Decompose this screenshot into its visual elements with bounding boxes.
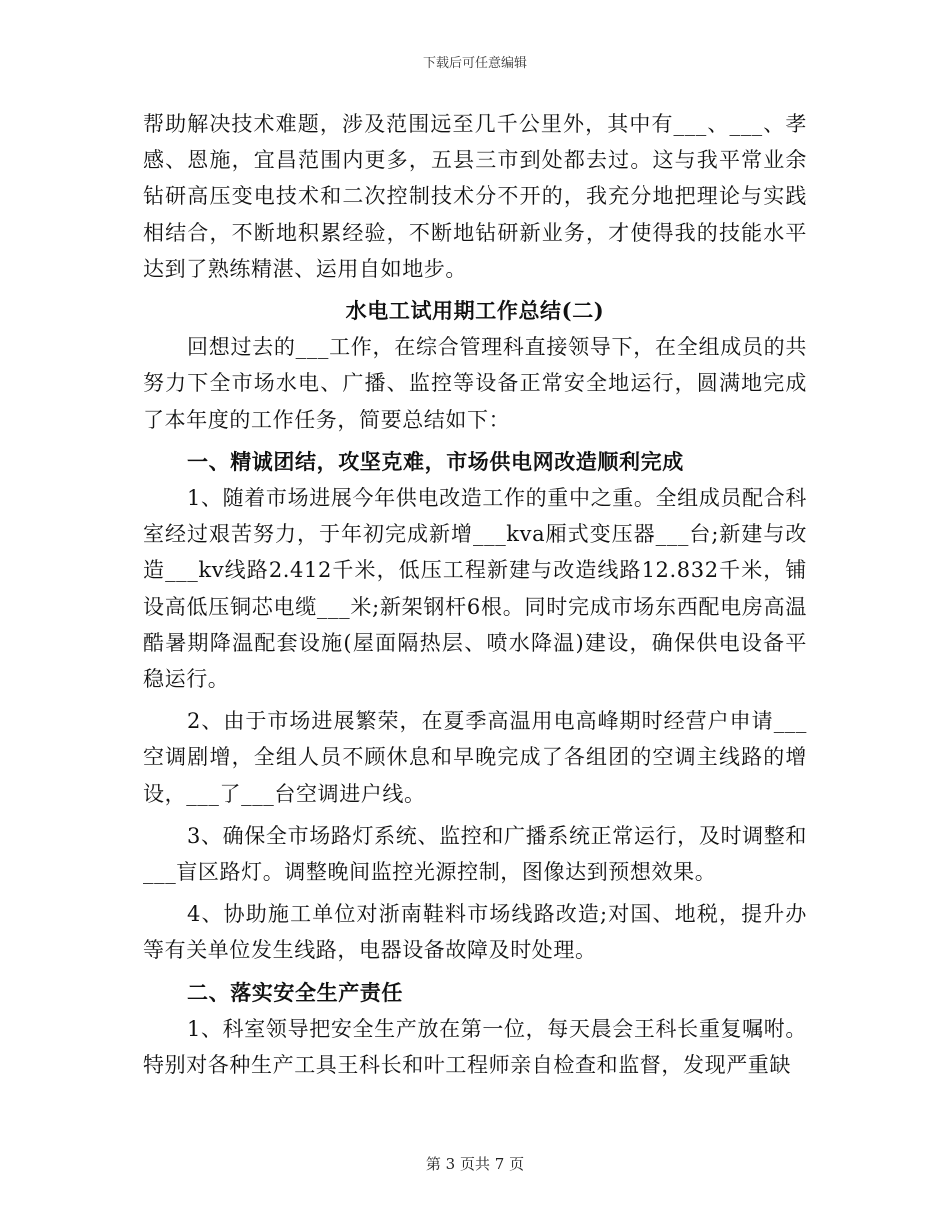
paragraph-item-1-2: 2、由于市场进展繁荣，在夏季高温用电高峰期时经营户申请___空调剧增，全组人员不顾休息和早晚完成了各组团的空调主线路的增设，___了___台空调进户线。 <box>143 709 807 806</box>
page-header: 下载后可任意编辑 <box>422 56 527 71</box>
heading-section-2: 二、落实安全生产责任 <box>187 979 403 1005</box>
paragraph-item-1-4: 4、协助施工单位对浙南鞋料市场线路改造;对国、地税，提升办等有关单位发生线路，电器设备故障及时处理。 <box>143 902 807 963</box>
paragraph-item-1-1: 1、随着市场进展今年供电改造工作的重中之重。全组成员配合科室经过艰苦努力，于年初完成新增___kva厢式变压器___台;新建与改造___kv线路2.412千米，低压工程新建与改造线路12.832千米，铺设高低压铜芯电缆___米;新架钢杆6根。同时完成市场东西配电房高温酷暑期降温配套设施(屋面隔热层、喷水降温)建设，确保供电设备平稳运行。 <box>143 486 807 692</box>
paragraph-summary: 回想过去的___工作，在综合管理科直接领导下，在全组成员的共努力下全市场水电、广播、监控等设备正常安全地运行，圆满地完成了本年度的工作任务，简要总结如下： <box>143 335 807 432</box>
document-body <box>143 106 807 1083</box>
section-title: 水电工试用期工作总结(二) <box>345 298 605 324</box>
heading-section-1: 一、精诚团结，攻坚克难，市场供电网改造顺利完成 <box>187 448 684 474</box>
paragraph-intro: 帮助解决技术难题，涉及范围远至几千公里外，其中有___、___、孝感、恩施，宜昌范围内更多，五县三市到处都去过。这与我平常业余钻研高压变电技术和二次控制技术分不开的，我充分地把理论与实践相结合，不断地积累经验，不断地钻研新业务，才使得我的技能水平达到了熟练精湛、运用自如地步。 <box>143 112 807 281</box>
paragraph-item-1-3: 3、确保全市场路灯系统、监控和广播系统正常运行，及时调整和___盲区路灯。调整晚间监控光源控制，图像达到预想效果。 <box>143 823 807 885</box>
page-footer: 第 3 页共 7 页 <box>425 1155 525 1173</box>
paragraph-item-2-1: 1、科室领导把安全生产放在第一位，每天晨会王科长重复嘱咐。特别对各种生产工具王科长和叶工程师亲自检查和监督，发现严重缺 <box>143 1016 807 1078</box>
